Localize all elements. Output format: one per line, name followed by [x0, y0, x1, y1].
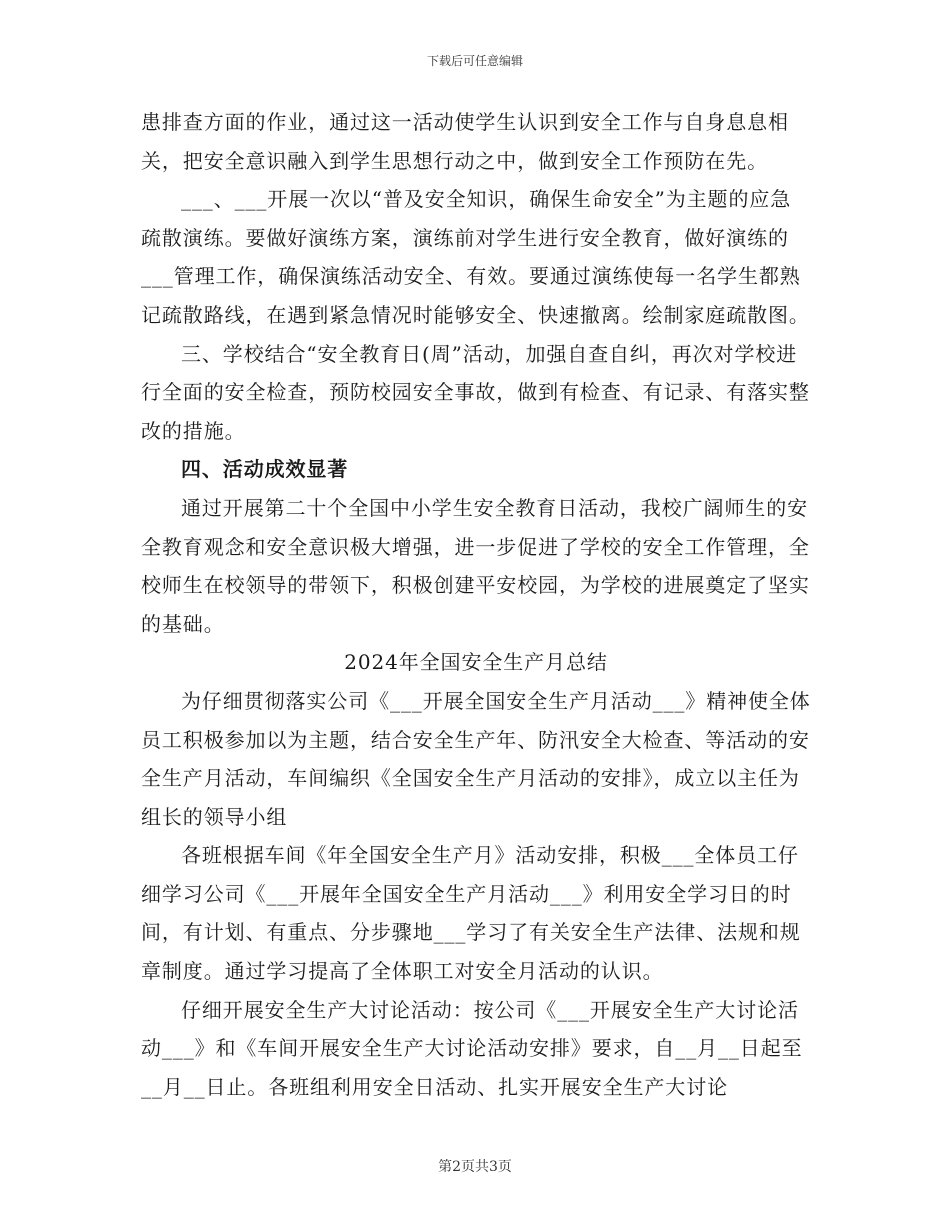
paragraph-study: 各班根据车间《年全国安全生产月》活动安排，积极___全体员工仔细学习公司《___开展年全国安全生产月活动___》利用安全学习日的时间，有计划、有重点、分步骤地___学习了有关安全生产法律、法规和规章制度。通过学习提高了全体职工对安全月活动的认识。: [141, 843, 801, 984]
paragraph-continuation: 患排查方面的作业，通过这一活动使学生认识到安全工作与自身息息相关，把安全意识融入到学生思想行动之中，做到安全工作预防在先。: [141, 110, 789, 173]
paragraph-discussion: 仔细开展安全生产大讨论活动：按公司《___开展安全生产大讨论活动___》和《车间开展安全生产大讨论活动安排》要求，自__月__日起至__月__日止。各班组利用安全日活动、扎实开展安全生产大讨论: [141, 997, 803, 1099]
paragraph-results: 通过开展第二十个全国中小学生安全教育日活动，我校广阔师生的安全教育观念和安全意识极大增强，进一步促进了学校的安全工作管理，全校师生在校领导的带领下，积极创建平安校园，为学校的进展奠定了坚实的基础。: [141, 495, 810, 636]
paragraph-evacuation-drill: ___、___开展一次以“普及安全知识，确保生命安全”为主题的应急疏散演练。要做好演练方案，演练前对学生进行安全教育，做好演练的___管理工作，确保演练活动安全、有效。要通过演练使每一名学生都熟记疏散路线，在遇到紧急情况时能够安全、快速撤离。绘制家庭疏散图。: [141, 187, 810, 327]
paragraph-safety-check: 三、学校结合“安全教育日(周”活动，加强自查自纠，再次对学校进行全面的安全检查，预防校园安全事故，做到有检查、有记录、有落实整改的措施。: [141, 341, 810, 443]
paragraph-implementation: 为仔细贯彻落实公司《___开展全国安全生产月活动___》精神使全体员工积极参加以为主题，结合安全生产年、防汛安全大检查、等活动的安全生产月活动，车间编织《全国安全生产月活动的安排》，成立以主任为组长的领导小组: [141, 688, 811, 829]
document-title: 2024年全国安全生产月总结: [344, 650, 608, 675]
document-body: [141, 103, 811, 1106]
section-heading: 四、活动成效显著: [181, 457, 349, 482]
page-footer: 第2页共3页: [438, 1159, 512, 1175]
page-header: 下载后可任意编辑: [426, 54, 523, 68]
